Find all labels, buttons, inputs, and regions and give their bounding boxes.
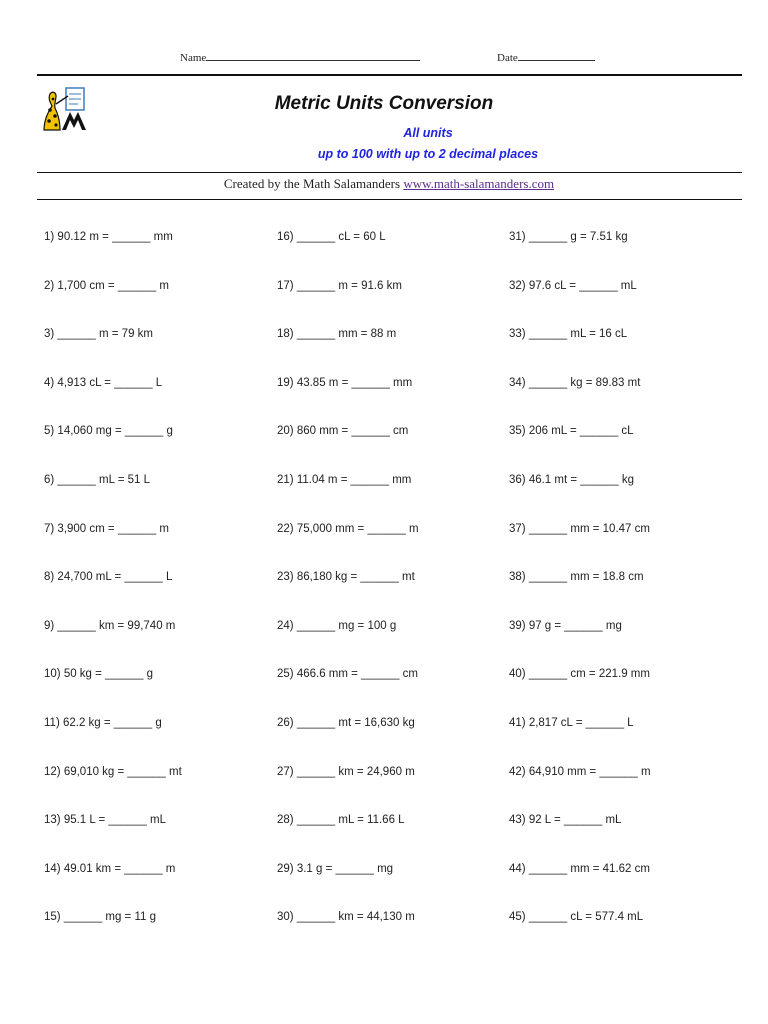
question-item: 12) 69,010 kg = ______ mt (44, 765, 182, 778)
name-line[interactable] (206, 49, 420, 61)
question-item: 40) ______ cm = 221.9 mm (509, 668, 650, 681)
name-date-row (0, 49, 768, 65)
question-item: 30) ______ km = 44,130 m (277, 911, 415, 924)
name-field[interactable] (180, 49, 420, 64)
question-item: 41) 2,817 cL = ______ L (509, 717, 634, 729)
question-item: 44) ______ mm = 41.62 cm (509, 862, 650, 875)
question-item: 19) 43.85 m = ______ mm (277, 376, 413, 389)
header-middle-rule (37, 172, 742, 173)
question-item: 27) ______ km = 24,960 m (277, 765, 415, 778)
question-item: 4) 4,913 cL = ______ L (44, 376, 163, 389)
question-item: 42) 64,910 mm = ______ m (509, 765, 651, 778)
question-item: 28) ______ mL = 11.66 L (277, 814, 405, 827)
question-item: 31) ______ g = 7.51 kg (509, 231, 628, 243)
credit-link[interactable]: www.math-salamanders.com (403, 176, 555, 191)
question-item: 11) 62.2 kg = ______ g (44, 717, 162, 729)
question-item: 20) 860 mm = ______ cm (277, 425, 409, 438)
question-item: 16) ______ cL = 60 L (277, 231, 386, 243)
question-item: 32) 97.6 cL = ______ mL (509, 279, 637, 292)
question-item: 43) 92 L = ______ mL (509, 814, 622, 827)
question-item: 25) 466.6 mm = ______ cm (277, 668, 418, 681)
header-bottom-rule-tick (734, 199, 742, 200)
question-item: 36) 46.1 mt = ______ kg (509, 474, 634, 486)
question-item: 3) ______ m = 79 km (44, 328, 153, 341)
question-item: 39) 97 g = ______ mg (509, 619, 622, 632)
question-item: 29) 3.1 g = ______ mg (277, 862, 394, 875)
question-item: 17) ______ m = 91.6 km (277, 279, 402, 292)
question-item: 9) ______ km = 99,740 m (44, 619, 176, 632)
question-item: 10) 50 kg = ______ g (44, 668, 154, 681)
question-item: 24) ______ mg = 100 g (277, 619, 397, 632)
header-bottom-rule (37, 199, 734, 200)
question-item: 35) 206 mL = ______ cL (509, 425, 634, 438)
question-item: 26) ______ mt = 16,630 kg (277, 717, 415, 729)
question-item: 45) ______ cL = 577.4 mL (509, 911, 644, 924)
question-item: 21) 11.04 m = ______ mm (277, 474, 412, 486)
question-item: 13) 95.1 L = ______ mL (44, 814, 167, 827)
question-item: 2) 1,700 cm = ______ m (44, 279, 169, 292)
question-item: 18) ______ mm = 88 m (277, 328, 397, 341)
question-item: 5) 14,060 mg = ______ g (44, 425, 173, 438)
question-item: 7) 3,900 cm = ______ m (44, 522, 169, 535)
question-item: 15) ______ mg = 11 g (44, 911, 156, 924)
question-item: 6) ______ mL = 51 L (44, 474, 151, 486)
question-item: 14) 49.01 km = ______ m (44, 862, 176, 875)
subtitle-range: up to 100 with up to 2 decimal places (317, 147, 539, 161)
question-item: 8) 24,700 mL = ______ L (44, 571, 173, 584)
date-line[interactable] (518, 49, 595, 61)
date-field[interactable] (497, 49, 595, 64)
name-label: Name (180, 52, 207, 64)
question-item: 38) ______ mm = 18.8 cm (509, 571, 644, 584)
page-title: Metric Units Conversion (274, 93, 494, 114)
question-item: 34) ______ kg = 89.83 mt (509, 376, 641, 389)
date-label: Date (497, 52, 518, 64)
question-item: 37) ______ mm = 10.47 cm (509, 522, 650, 535)
question-item: 22) 75,000 mm = ______ m (277, 522, 419, 535)
question-item: 1) 90.12 m = ______ mm (44, 231, 173, 243)
header-top-rule (37, 74, 742, 76)
question-item: 33) ______ mL = 16 cL (509, 328, 628, 341)
credit-line (0, 176, 768, 192)
credit-text: Created by the Math Salamanders (223, 176, 401, 191)
subtitle-units: All units (403, 126, 453, 140)
question-item: 23) 86,180 kg = ______ mt (277, 571, 415, 584)
